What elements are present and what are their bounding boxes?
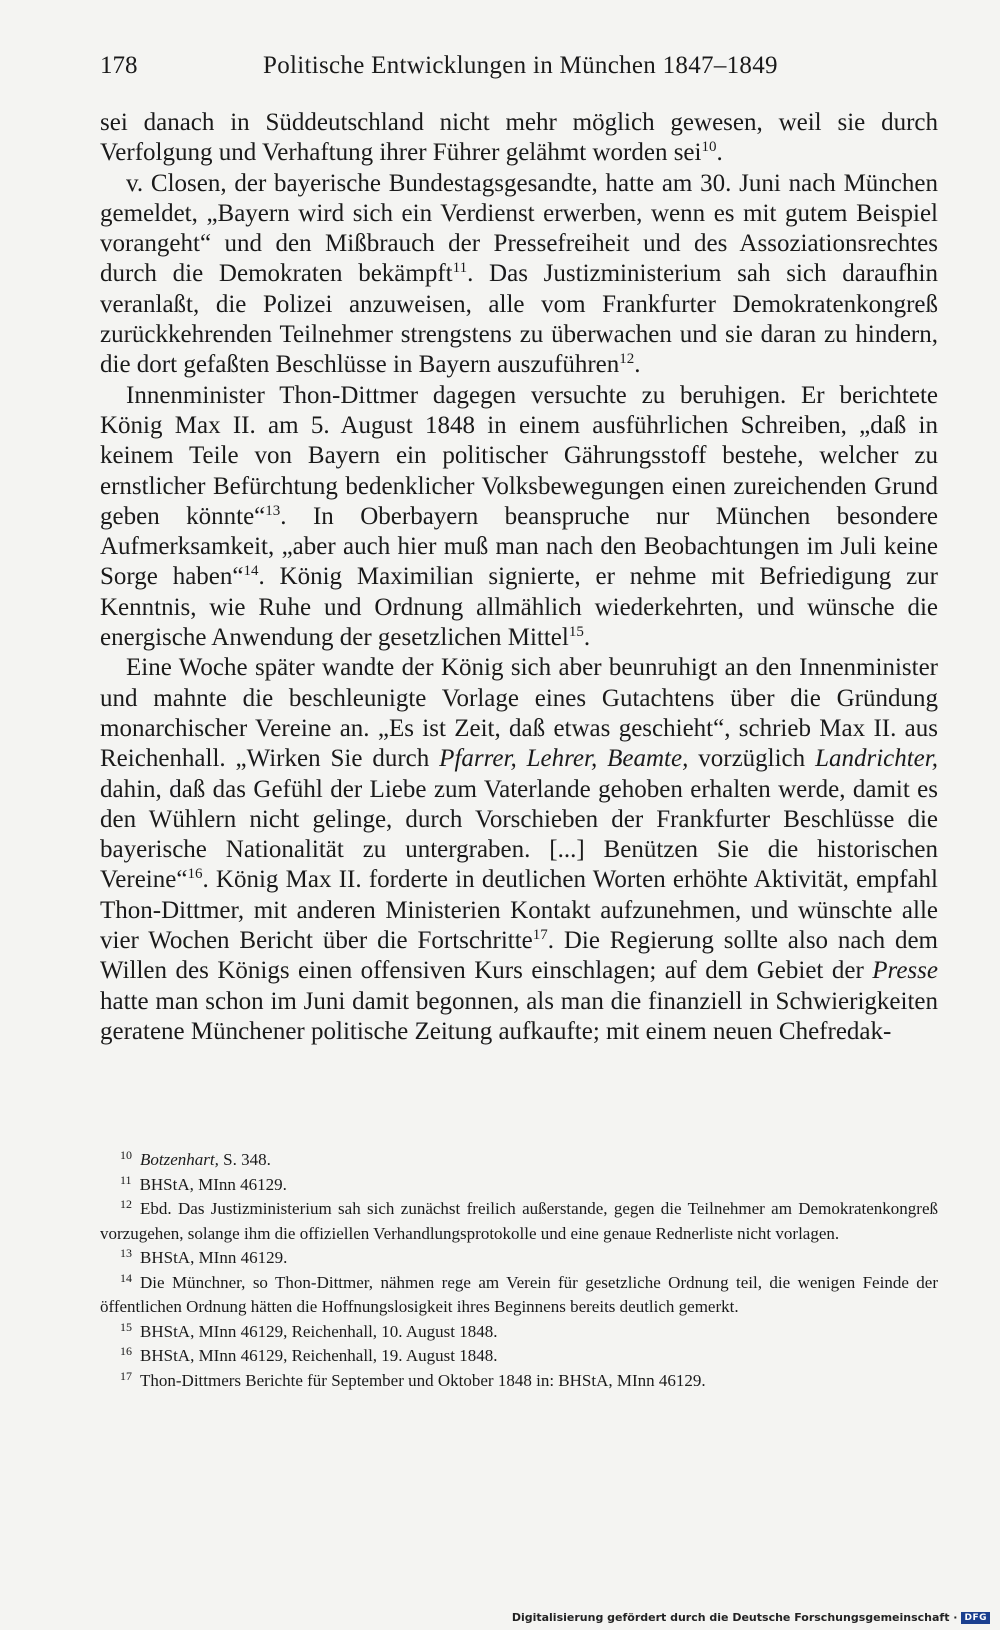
footnotes: [100, 1148, 938, 1393]
page-number: 178: [100, 52, 138, 79]
running-title: Politische Entwicklungen in München 1847–1849: [263, 52, 778, 79]
footnote: [100, 1271, 938, 1320]
text-run: . Das Justizministerium sah sich daraufhin veranlaßt, die Polizei anzuweisen, alle vom Frankfurter Demokratenkongreß zurückkehrenden Teilnehmer strengstens zu überwachen und sie daran zu hindern, die dort gefaßten Beschlüsse in Bayern auszuführen: [100, 260, 938, 379]
footnote-number: 10: [120, 1148, 132, 1162]
text-run: .: [634, 351, 641, 379]
italic-text: Pfarrer, Lehrer, Beamte,: [439, 745, 689, 773]
italic-text: Botzenhart,: [140, 1150, 219, 1169]
text-run: . König Maximilian signierte, er nehme mit Befriedigung zur Kenntnis, wie Ruhe und Ordnung allmählich wiederkehrten, und wünsche die energische Anwendung der gesetzlichen Mittel: [100, 563, 938, 652]
text-run: BHStA, MInn 46129.: [139, 1174, 287, 1194]
body-text: [100, 108, 938, 1047]
text-run: dahin, daß das Gefühl der Liebe zum Vaterlande gehoben erhalten werde, damit es den Wühlern nicht gelinge, durch Vorschieben der Frankfurter Beschlüsse die bayerische Nationalität zu untergraben. [...] Benützen Sie die historischen Vereine“: [100, 775, 938, 894]
footnote: [100, 1173, 938, 1198]
footnote-ref: 13: [265, 502, 281, 519]
footnote-ref: 17: [532, 927, 548, 944]
text-run: BHStA, MInn 46129, Reichenhall, 19. August 1848.: [140, 1346, 498, 1365]
footnote-number: 14: [120, 1270, 132, 1285]
text-run: v. Closen, der bayerische Bundestagsgesandte, hatte am 30. Juni nach München gemeldet, „Bayern wird sich ein Verdienst erwerben, wenn es mit gutem Beispiel vorangeht“ und den Mißbrauch der Pressefreiheit und des Assoziationsrechtes durch die Demokraten bekämpft: [100, 169, 938, 288]
footnote-ref: 14: [243, 563, 259, 580]
footnote-number: 15: [120, 1319, 132, 1334]
text-run: Die Münchner, so Thon-Dittmer, nähmen rege am Verein für gesetzliche Ordnung teil, die wenigen Feinde der öffentlichen Ordnung hätten die Hoffnungslosigkeit ihres Beginnens bereits deutlich gemerkt.: [100, 1272, 938, 1316]
footnote: [100, 1320, 938, 1345]
text-run: Ebd. Das Justizministerium sah sich zunächst freilich außerstande, gegen die Teilnehmer am Demokratenkongreß vorzugehen, solange ihm die offiziellen Verhandlungsprotokolle und eine genaue Rednerliste nicht vorlagen.: [100, 1199, 938, 1243]
footnote-ref: 15: [568, 624, 584, 641]
footnote-number: 13: [120, 1246, 132, 1260]
text-run: . Die Regierung sollte also nach dem Willen des Königs einen offensiven Kurs einschlagen; auf dem Gebiet der: [100, 927, 938, 985]
italic-text: Presse: [872, 957, 938, 985]
text-run: BHStA, MInn 46129.: [140, 1248, 288, 1267]
footnote: [100, 1369, 938, 1394]
text-run: Innenminister Thon-Dittmer dagegen versuchte zu beruhigen. Er berichtete König Max II. am 5. August 1848 in einem ausführlichen Schreiben, „daß in keinem Teile von Bayern ein politischer Gährungsstoff bestehe, welcher zu ernstlicher Befürchtung bedenklicher Volksbewegungen einen zureichenden Grund geben könnte“: [100, 381, 938, 530]
text-run: vorzüglich: [688, 745, 816, 773]
paragraph: [100, 169, 938, 381]
paragraph: [100, 653, 938, 1047]
text-run: .: [716, 139, 723, 167]
footnote-ref: 12: [619, 351, 635, 368]
book-page: [100, 0, 938, 1630]
footnote-number: 11: [120, 1172, 132, 1187]
footnote: [100, 1197, 938, 1246]
footnote: [100, 1148, 938, 1173]
italic-text: Landrichter,: [815, 745, 938, 773]
footnote-ref: 10: [701, 139, 717, 156]
text-run: hatte man schon im Juni damit begonnen, als man die finanziell in Schwierigkeiten geratene Münchener politische Zeitung aufkaufte; mit einem neuen Chefredak-: [100, 987, 938, 1045]
paragraph: [100, 108, 938, 169]
text-run: . König Max II. forderte in deutlichen Worten erhöhte Aktivität, empfahl Thon-Dittmer, mit anderen Ministerien Kontakt aufzunehmen, und wünschte alle vier Wochen Bericht über die Fortschritte: [100, 866, 938, 955]
running-header: [100, 52, 938, 92]
footnote-ref: 11: [452, 260, 468, 277]
text-run: . In Oberbayern beanspruche nur München besondere Aufmerksamkeit, „aber auch hier muß man nach den Beobachtungen im Juli keine Sorge haben“: [100, 502, 938, 591]
footnote-ref: 16: [187, 866, 203, 883]
text-run: Eine Woche später wandte der König sich aber beunruhigt an den Innenminister und mahnte die beschleunigte Vorlage eines Gutachtens über die Gründung monarchischer Vereine an. „Es ist Zeit, daß etwas geschieht“, schrieb Max II. aus Reichenhall. „Wirken Sie durch: [100, 654, 938, 773]
paragraph: [100, 381, 938, 654]
footnote: [100, 1344, 938, 1369]
footnote-number: 16: [120, 1344, 132, 1358]
footnote: [100, 1246, 938, 1271]
text-run: .: [583, 624, 591, 652]
digitization-credit: [512, 1611, 990, 1624]
credit-text: Digitalisierung gefördert durch die Deutsche Forschungsgemeinschaft ·: [511, 1611, 958, 1624]
text-run: Thon-Dittmers Berichte für September und Oktober 1848 in: BHStA, MInn 46129.: [140, 1370, 706, 1390]
footnote-number: 17: [120, 1368, 132, 1383]
text-run: S. 348.: [218, 1150, 271, 1169]
footnote-number: 12: [120, 1197, 132, 1211]
dfg-logo: DFG: [961, 1612, 990, 1624]
text-run: BHStA, MInn 46129, Reichenhall, 10. August 1848.: [140, 1321, 498, 1341]
text-run: sei danach in Süddeutschland nicht mehr möglich gewesen, weil sie durch Verfolgung und Verhaftung ihrer Führer gelähmt worden sei: [100, 109, 938, 167]
